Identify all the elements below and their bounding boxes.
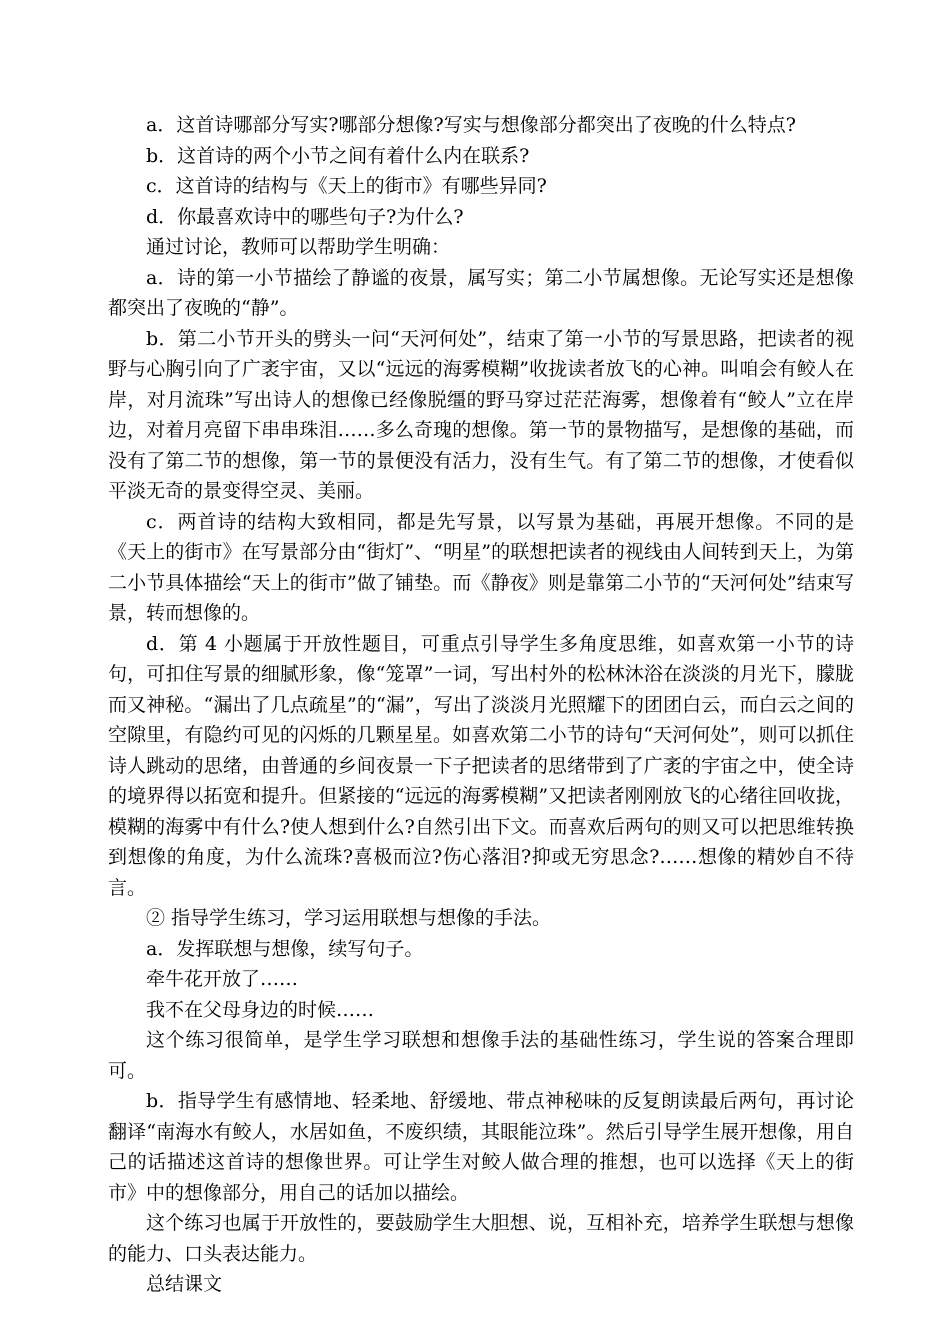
example-sentence-2: 我不在父母身边的时候…… [146,998,375,1021]
discussion-intro: 通过讨论，教师可以帮助学生明确： [146,236,451,258]
answer-a: a．诗的第一小节描绘了静谧的夜景，属写实；第二小节属想像。无论写实还是想像都突出了夜晚的“静”。 [108,266,854,319]
practice-b-note: 这个练习也属于开放性的，要鼓励学生大胆想、说，互相补充，培养学生联想与想像的能力、口头表达能力。 [108,1212,854,1265]
practice-b: b．指导学生有感情地、轻柔地、舒缓地、带点神秘味的反复朗读最后两句，再讨论翻译“南海水有鲛人，水居如鱼，不废织绩，其眼能泣珠”。然后引导学生展开想像，用自己的话描述这首诗的想像世界。可让学生对鲛人做合理的推想，也可以选择《天上的街市》中的想像部分，用自己的话加以描绘。 [108,1090,854,1204]
practice-a: a．发挥联想与想像，续写句子。 [146,937,424,960]
answer-c: c．两首诗的结构大致相同，都是先写景，以写景为基础，再展开想像。不同的是《天上的街市》在写景部分由“街灯”、“明星”的联想把读者的视线由人间转到天上，为第二小节具体描绘“天上的街市”做了铺垫。而《静夜》则是靠第二小节的“天河何处”结束写景，转而想像的。 [108,510,854,624]
summary-heading: 总结课文 [146,1273,223,1295]
practice-heading: ② 指导学生练习，学习运用联想与想像的手法。 [146,907,552,929]
example-sentence-1: 牵牛花开放了…… [146,968,299,990]
answer-b: b．第二小节开头的劈头一问“天河何处”，结束了第一小节的写景思路，把读者的视野与心胸引向了广袤宇宙，又以“远远的海雾模糊”收拢读者放飞的心神。叫咱会有鲛人在岸，对月流珠”写出诗人的想像已经像脱缰的野马穿过茫茫海雾，想像着有“鲛人”立在岸边，对着月亮留下串串珠泪……多么奇瑰的想像。第一节的景物描写，是想像的基础，而没有了第二节的想像，第一节的景便没有活力，没有生气。有了第二节的想像，才使看似平淡无奇的景变得空灵、美丽。 [108,327,854,502]
question-a: a．这首诗哪部分写实?哪部分想像?写实与想像部分都突出了夜晚的什么特点? [146,114,796,136]
question-d: d．你最喜欢诗中的哪些句子?为什么? [146,205,464,228]
question-c: c．这首诗的结构与《天上的街市》有哪些异同? [146,175,547,197]
document-body [108,110,854,1300]
answer-d: d．第 4 小题属于开放性题目，可重点引导学生多角度思维，如喜欢第一小节的诗句，可扣住写景的细腻形象，像“笼罩”一词，写出村外的松林沐浴在淡淡的月光下，朦胧而又神秘。“漏出了几点疏星”的“漏”，写出了淡淡月光照耀下的团团白云，而白云之间的空隙里，有隐约可见的闪烁的几颗星星。如喜欢第二小节的诗句“天河何处”，则可以抓住诗人跳动的思绪，由普通的乡间夜景一下子把读者的思绪带到了广袤的宇宙之中，使全诗的境界得以拓宽和提升。但紧接的“远远的海雾模糊”又把读者刚刚放飞的心绪往回收拢，模糊的海雾中有什么?使人想到什么?自然引出下文。而喜欢后两句的则又可以把思维转换到想像的角度，为什么流珠?喜极而泣?伤心落泪?抑或无穷思念?……想像的精妙自不待言。 [108,632,854,899]
practice-a-note: 这个练习很简单，是学生学习联想和想像手法的基础性练习，学生说的答案合理即可。 [108,1029,854,1082]
question-b: b．这首诗的两个小节之间有着什么内在联系? [146,144,530,167]
